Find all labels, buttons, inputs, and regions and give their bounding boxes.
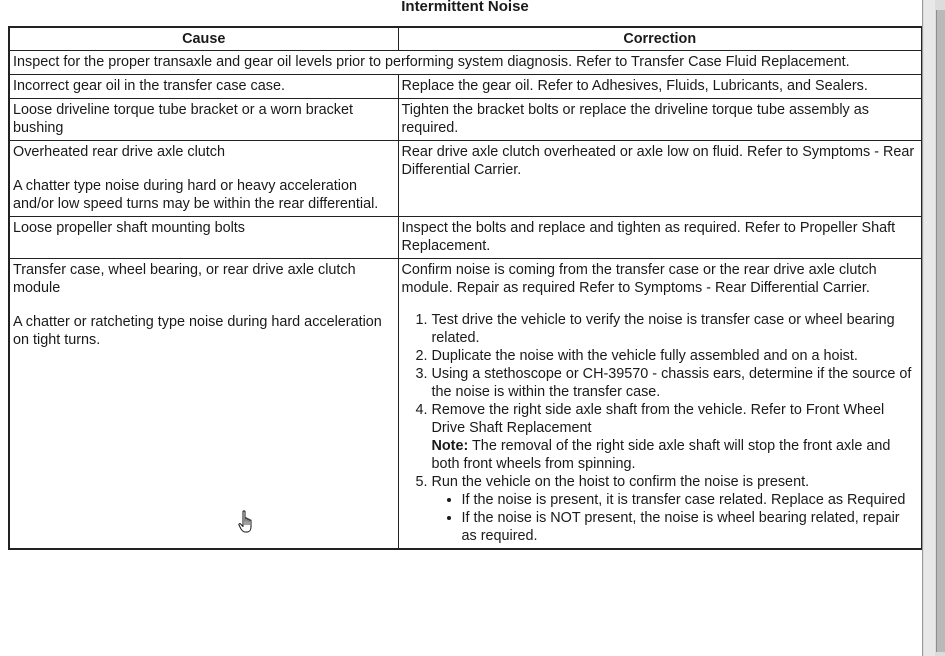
cause-cell: Incorrect gear oil in the transfer case case. <box>9 75 398 99</box>
correction-cell: Inspect the bolts and replace and tighten as required. Refer to Propeller Shaft Replacement. <box>398 217 922 259</box>
procedure-step: 3. Using a stethoscope or CH-39570 - chassis ears, determine if the source of the noise is within the transfer case. <box>432 365 919 401</box>
correction-cell: Tighten the bracket bolts or replace the driveline torque tube assembly as required. <box>398 99 922 141</box>
outcome-item: • If the noise is present, it is transfer case related. Replace as Required <box>462 491 919 509</box>
cause-cell: Loose propeller shaft mounting bolts <box>9 217 398 259</box>
outcome-list <box>432 491 919 545</box>
correction-cell: Replace the gear oil. Refer to Adhesives, Fluids, Lubricants, and Sealers. <box>398 75 922 99</box>
note-text: The removal of the right side axle shaft will stop the front axle and both front wheels from spinning. <box>431 438 891 472</box>
correction-cell: Rear drive axle clutch overheated or axle low on fluid. Refer to Symptoms - Rear Differential Carrier. <box>398 141 922 217</box>
cause-column-header: Cause <box>9 27 398 51</box>
procedure-step: 1. Test drive the vehicle to verify the noise is transfer case or wheel bearing related. <box>432 311 919 347</box>
procedure-step <box>432 473 919 545</box>
correction-text: Confirm noise is coming from the transfer case or the rear drive axle clutch module. Repair as required Refer to Symptoms - Rear Differential Carrier. <box>401 262 877 296</box>
hand-pointer-icon <box>238 510 256 536</box>
procedure-step-text: Remove the right side axle shaft from the vehicle. Refer to Front Wheel Drive Shaft Replacement <box>431 402 885 436</box>
table-header-row <box>9 27 922 51</box>
scrollbar-thumb[interactable] <box>936 10 945 652</box>
procedure-steps <box>402 311 919 545</box>
cause-cell: Loose driveline torque tube bracket or a worn bracket bushing <box>9 99 398 141</box>
table-row <box>9 51 922 75</box>
cause-detail-text: A chatter type noise during hard or heavy acceleration and/or low speed turns may be within the rear differential. <box>13 178 379 212</box>
cause-cell <box>9 141 398 217</box>
note <box>432 437 919 473</box>
procedure-step-text: Run the vehicle on the hoist to confirm the noise is present. <box>431 474 810 490</box>
table-row <box>9 259 922 550</box>
cause-text: Transfer case, wheel bearing, or rear drive axle clutch module <box>13 262 356 296</box>
diagnostic-table <box>8 26 923 550</box>
correction-cell <box>398 259 922 550</box>
table-row <box>9 217 922 259</box>
outcome-item: • If the noise is NOT present, the noise is wheel bearing related, repair as required. <box>462 509 919 545</box>
table-row <box>9 99 922 141</box>
intro-cell: Inspect for the proper transaxle and gear oil levels prior to performing system diagnosis. Refer to Transfer Case Fluid Replacement. <box>9 51 922 75</box>
cause-text: Overheated rear drive axle clutch <box>13 144 225 160</box>
vertical-scrollbar[interactable] <box>922 0 945 656</box>
scrollbar-track[interactable] <box>924 0 935 656</box>
cause-detail-text: A chatter or ratcheting type noise during hard acceleration on tight turns. <box>13 314 382 348</box>
correction-column-header: Correction <box>398 27 922 51</box>
table-row <box>9 75 922 99</box>
page-title: Intermittent Noise <box>401 0 529 15</box>
table-row <box>9 141 922 217</box>
note-label: Note: <box>431 438 469 454</box>
procedure-step: 2. Duplicate the noise with the vehicle fully assembled and on a hoist. <box>432 347 919 365</box>
cause-cell <box>9 259 398 550</box>
procedure-step <box>432 401 919 473</box>
